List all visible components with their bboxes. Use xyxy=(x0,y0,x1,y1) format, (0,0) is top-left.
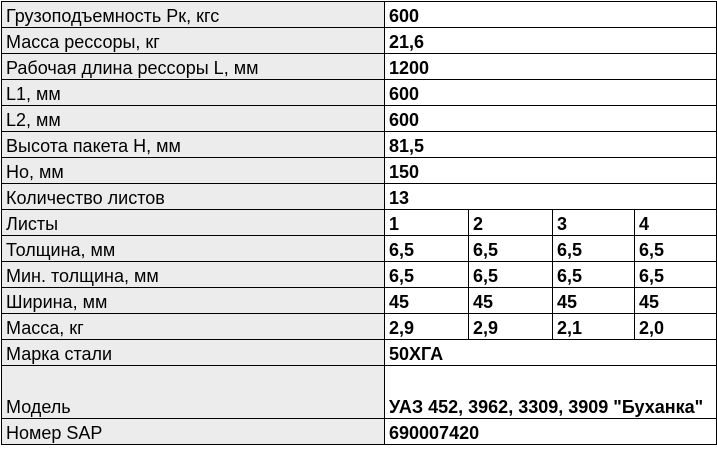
row-value: 600 xyxy=(385,2,717,28)
table-row xyxy=(2,314,717,340)
row-label: Масса, кг xyxy=(2,314,385,340)
leaf-number: 2 xyxy=(469,210,553,236)
table-row xyxy=(2,28,717,54)
row-value: 13 xyxy=(385,184,717,210)
leaf-value: 6,5 xyxy=(553,262,635,288)
table-row xyxy=(2,132,717,158)
leaf-value: 6,5 xyxy=(553,236,635,262)
leaf-value: 45 xyxy=(469,288,553,314)
steel-label: Марка стали xyxy=(2,340,385,366)
table-row xyxy=(2,236,717,262)
row-label: Ширина, мм xyxy=(2,288,385,314)
leaves-label: Листы xyxy=(2,210,385,236)
spec-table xyxy=(1,1,717,445)
leaf-value: 6,5 xyxy=(385,262,469,288)
row-label: Грузоподъемность Pк, кгс xyxy=(2,2,385,28)
leaf-value: 2,9 xyxy=(469,314,553,340)
row-label: Количество листов xyxy=(2,184,385,210)
steel-row xyxy=(2,340,717,366)
row-value: 81,5 xyxy=(385,132,717,158)
sap-row xyxy=(2,419,717,445)
table-row xyxy=(2,106,717,132)
row-label: Ho, мм xyxy=(2,158,385,184)
leaf-value: 6,5 xyxy=(385,236,469,262)
leaf-number: 1 xyxy=(385,210,469,236)
leaf-value: 2,9 xyxy=(385,314,469,340)
row-label: Высота пакета H, мм xyxy=(2,132,385,158)
row-label: L1, мм xyxy=(2,80,385,106)
row-label: L2, мм xyxy=(2,106,385,132)
leaf-value: 6,5 xyxy=(635,236,717,262)
table-row xyxy=(2,54,717,80)
table-row xyxy=(2,2,717,28)
leaf-number: 3 xyxy=(553,210,635,236)
row-label: Толщина, мм xyxy=(2,236,385,262)
leaf-value: 2,0 xyxy=(635,314,717,340)
row-value: 1200 xyxy=(385,54,717,80)
row-value: 21,6 xyxy=(385,28,717,54)
table-row xyxy=(2,184,717,210)
leaf-value: 45 xyxy=(385,288,469,314)
sap-label: Номер SAP xyxy=(2,419,385,445)
leaf-value: 45 xyxy=(553,288,635,314)
leaf-value: 45 xyxy=(635,288,717,314)
leaves-header-row xyxy=(2,210,717,236)
table-row xyxy=(2,262,717,288)
leaf-value: 6,5 xyxy=(635,262,717,288)
row-value: 150 xyxy=(385,158,717,184)
leaf-value: 2,1 xyxy=(553,314,635,340)
leaf-value: 6,5 xyxy=(469,262,553,288)
leaf-number: 4 xyxy=(635,210,717,236)
row-value: 600 xyxy=(385,106,717,132)
row-label: Мин. толщина, мм xyxy=(2,262,385,288)
row-value: 600 xyxy=(385,80,717,106)
model-row xyxy=(2,366,717,419)
table-row xyxy=(2,288,717,314)
model-label: Модель xyxy=(2,366,385,419)
table-row xyxy=(2,80,717,106)
row-label: Рабочая длина рессоры L, мм xyxy=(2,54,385,80)
table-row xyxy=(2,158,717,184)
sap-value: 690007420 xyxy=(385,419,717,445)
row-label: Масса рессоры, кг xyxy=(2,28,385,54)
model-value: УАЗ 452, 3962, 3309, 3909 "Буханка" xyxy=(385,366,717,419)
steel-value: 50ХГА xyxy=(385,340,717,366)
leaf-value: 6,5 xyxy=(469,236,553,262)
